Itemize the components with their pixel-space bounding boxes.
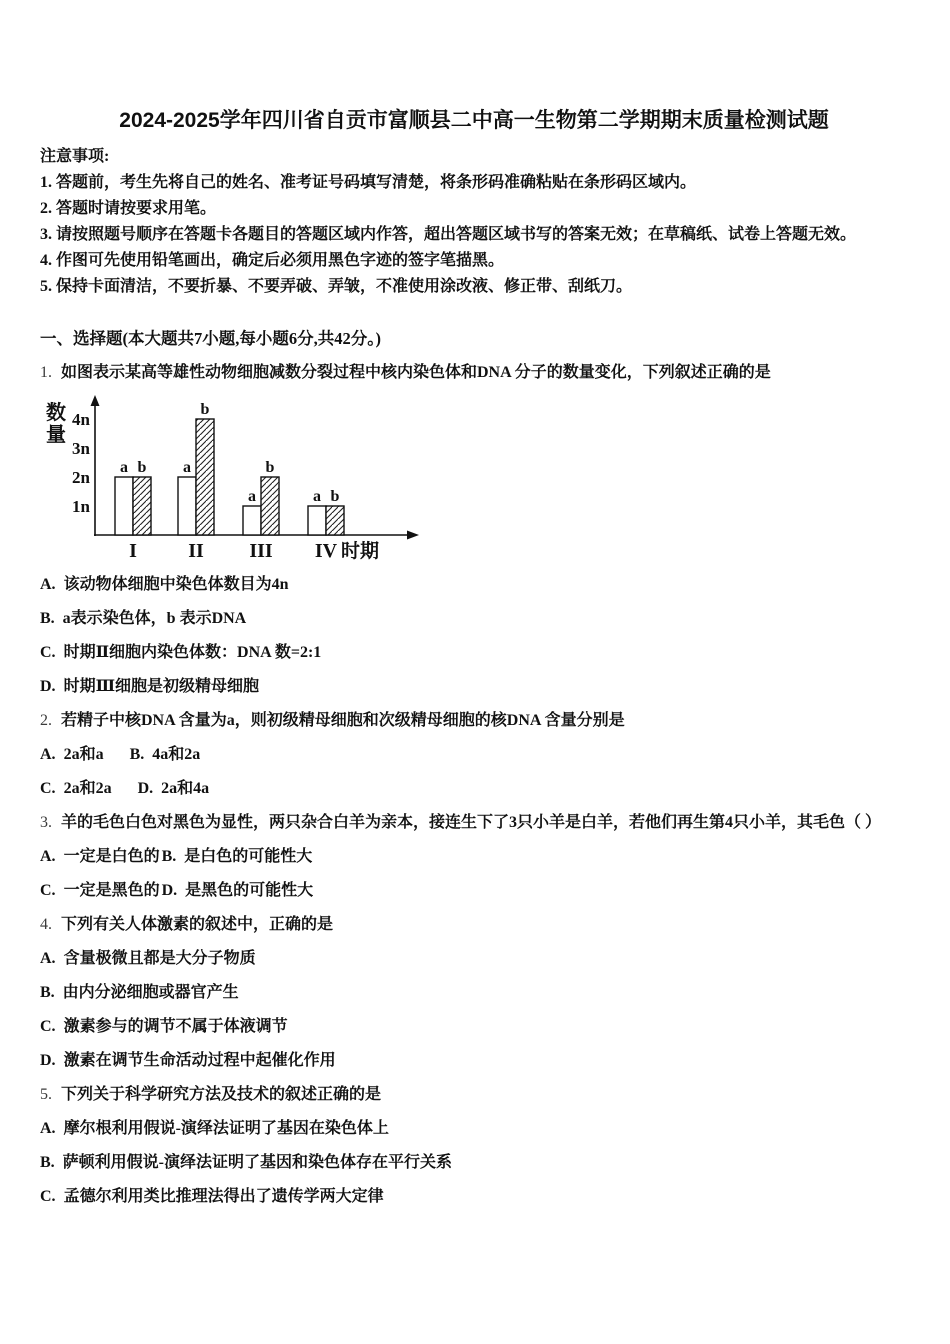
- option-label: D.: [40, 678, 56, 695]
- option-text: 2a和4a: [161, 780, 210, 797]
- question-number: 2.: [40, 712, 52, 729]
- option-label: A.: [40, 576, 56, 593]
- option-text: 激素在调节生命活动过程中起催化作用: [63, 1052, 336, 1069]
- question-text: 羊的毛色白色对黑色为显性，两只杂合白羊为亲本，接连生下了3只小羊是白羊，若他们再生第4只小羊，其毛色（ ）: [61, 814, 882, 831]
- question-2: [40, 704, 908, 806]
- option-label: D.: [137, 780, 154, 797]
- question-3-stem: [40, 806, 908, 840]
- q5-option-b: [40, 1146, 908, 1180]
- option-text: 时期Ⅲ细胞是初级精母细胞: [63, 678, 260, 695]
- svg-text:b: b: [330, 488, 340, 505]
- option-text: 该动物体细胞中染色体数目为4n: [63, 576, 289, 593]
- section-heading: 一、选择题(本大题共7小题,每小题6分,共42分。): [40, 329, 381, 348]
- option-label: A.: [40, 848, 56, 865]
- question-text: 若精子中核DNA 含量为a，则初级精母细胞和次级精母细胞的核DNA 含量分别是: [61, 712, 625, 729]
- q1-option-a: [40, 568, 908, 602]
- svg-text:III: III: [249, 540, 273, 562]
- notice-item: 3. 请按照题号顺序在答题卡各题目的答题区域内作答，超出答题区域书写的答案无效；在草稿纸、试卷上答题无效。: [40, 226, 857, 243]
- q4-option-d: [40, 1044, 908, 1078]
- option-text: 孟德尔利用类比推理法得出了遗传学两大定律: [63, 1188, 384, 1205]
- option-text: 一定是黑色的: [63, 882, 160, 899]
- option-label: A.: [40, 746, 56, 763]
- q4-option-c: [40, 1010, 908, 1044]
- notice-item: 1. 答题前，考生先将自己的姓名、准考证号码填写清楚，将条形码准确粘贴在条形码区域内。: [40, 174, 697, 191]
- q4-option-b: [40, 976, 908, 1010]
- svg-text:IV: IV: [314, 540, 338, 562]
- option-label: C.: [40, 1018, 56, 1035]
- option-text: 2a和2a: [63, 780, 112, 797]
- notice-section: [40, 144, 908, 300]
- q4-option-a: [40, 942, 908, 976]
- option-label: B.: [40, 1154, 55, 1171]
- option-text: 一定是白色的: [63, 848, 160, 865]
- option-text: 是黑色的可能性大: [185, 882, 314, 899]
- svg-text:a: a: [248, 488, 256, 505]
- option-text: 时期Ⅱ细胞内染色体数：DNA 数=2:1: [63, 644, 322, 661]
- q3-options-cd: [40, 874, 908, 908]
- option-label: A.: [40, 950, 56, 967]
- option-text: 4a和2a: [152, 746, 201, 763]
- question-text: 如图表示某高等雄性动物细胞减数分裂过程中核内染色体和DNA 分子的数量变化，下列叙述正确的是: [61, 364, 771, 381]
- q5-option-a: [40, 1112, 908, 1146]
- option-label: D.: [40, 1052, 56, 1069]
- option-text: a表示染色体，b 表示DNA: [62, 610, 247, 627]
- option-label: B.: [40, 984, 55, 1001]
- option-label: C.: [40, 882, 56, 899]
- option-label: B.: [129, 746, 145, 763]
- question-number: 5.: [40, 1086, 52, 1103]
- option-text: 含量极微且都是大分子物质: [63, 950, 256, 967]
- svg-text:数: 数: [46, 402, 66, 424]
- q1-option-d: [40, 670, 908, 704]
- option-text: 摩尔根利用假说-演绎法证明了基因在染色体上: [63, 1120, 389, 1137]
- option-label: B.: [161, 848, 177, 865]
- svg-text:2n: 2n: [72, 468, 90, 487]
- option-label: B.: [40, 610, 55, 627]
- option-label: C.: [40, 1188, 56, 1205]
- svg-text:a: a: [120, 459, 128, 476]
- q2-options-cd: [40, 772, 908, 806]
- question-1: [40, 356, 908, 704]
- q5-option-c: [40, 1180, 908, 1214]
- q3-options-ab: [40, 840, 908, 874]
- svg-text:a: a: [313, 488, 321, 505]
- option-text: 是白色的可能性大: [184, 848, 313, 865]
- option-text: 2a和a: [63, 746, 104, 763]
- svg-text:时期: 时期: [341, 541, 380, 562]
- page-title: 2024-2025学年四川省自贡市富顺县二中高一生物第二学期期末质量检测试题: [119, 109, 829, 132]
- q2-options-ab: [40, 738, 908, 772]
- question-2-stem: [40, 704, 908, 738]
- question-5-stem: [40, 1078, 908, 1112]
- question-text: 下列有关人体激素的叙述中，正确的是: [61, 916, 334, 933]
- question-4-stem: [40, 908, 908, 942]
- option-label: C.: [40, 780, 56, 797]
- question-number: 4.: [40, 916, 52, 933]
- q1-option-c: [40, 636, 908, 670]
- notice-item: 2. 答题时请按要求用笔。: [40, 200, 217, 217]
- option-text: 激素参与的调节不属于体液调节: [63, 1018, 288, 1035]
- question-text: 下列关于科学研究方法及技术的叙述正确的是: [61, 1086, 382, 1103]
- question-5: [40, 1078, 908, 1214]
- option-label: C.: [40, 644, 56, 661]
- question-4: [40, 908, 908, 1078]
- meiosis-bar-chart: [38, 393, 428, 568]
- svg-text:b: b: [137, 459, 147, 476]
- question-3: [40, 806, 908, 908]
- notice-item: 4. 作图可先使用铅笔画出，确定后必须用黑色字迹的签字笔描黑。: [40, 252, 505, 269]
- option-label: D.: [161, 882, 178, 899]
- svg-text:II: II: [188, 540, 204, 562]
- q1-option-b: [40, 602, 908, 636]
- option-text: 萨顿利用假说-演绎法证明了基因和染色体存在平行关系: [62, 1154, 453, 1171]
- svg-text:b: b: [200, 401, 210, 418]
- svg-text:b: b: [265, 459, 275, 476]
- svg-text:I: I: [129, 540, 137, 562]
- notice-item: 5. 保持卡面清洁，不要折暴、不要弄破、弄皱，不准使用涂改液、修正带、刮纸刀。: [40, 278, 633, 295]
- svg-text:3n: 3n: [72, 439, 90, 458]
- svg-text:量: 量: [46, 424, 66, 446]
- option-text: 由内分泌细胞或器官产生: [62, 984, 239, 1001]
- option-label: A.: [40, 1120, 56, 1137]
- svg-text:1n: 1n: [72, 497, 90, 516]
- chart-layer: [46, 395, 419, 562]
- question-number: 3.: [40, 814, 52, 831]
- svg-text:4n: 4n: [72, 410, 90, 429]
- question-number: 1.: [40, 364, 52, 381]
- svg-text:a: a: [183, 459, 191, 476]
- question-1-stem: [40, 356, 908, 390]
- notice-heading: 注意事项:: [40, 148, 110, 165]
